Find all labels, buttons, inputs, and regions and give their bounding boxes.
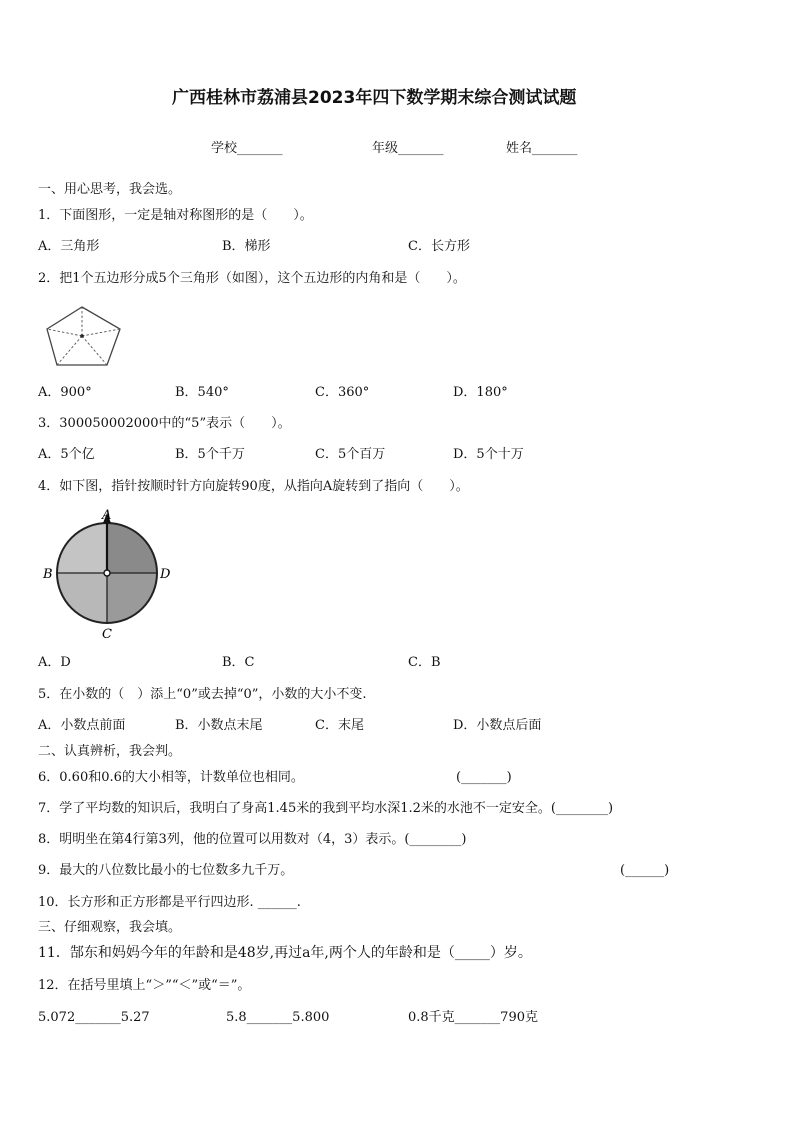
q12-item-1: 5.072_______5.27 [38, 1010, 150, 1025]
grade-field: 年级_______ [372, 141, 444, 156]
page-title: 广西桂林市荔浦县2023年四下数学期末综合测试试题 [172, 88, 577, 108]
q3-option-b: B．5个千万 [175, 447, 245, 462]
q3-option-c: C．5个百万 [315, 447, 386, 462]
q4-option-a: A．D [38, 655, 71, 670]
q5-option-d: D．小数点后面 [453, 718, 542, 733]
question-11-text: 11．郜东和妈妈今年的年龄和是48岁,再过a年,两个人的年龄和是（_____）岁。 [38, 945, 532, 961]
question-8-text: 8．明明坐在第4行第3列，他的位置可以用数对（4，3）表示。(________) [38, 832, 467, 847]
name-field: 姓名_______ [506, 141, 578, 156]
question-5-text: 5．在小数的（ ）添上“0”或去掉“0”，小数的大小不变. [38, 687, 367, 702]
q5-option-c: C．末尾 [315, 718, 364, 733]
q1-option-c: C．长方形 [408, 239, 470, 254]
q12-item-3: 0.8千克_______790克 [408, 1010, 538, 1025]
q4-option-b: B．C [222, 655, 255, 670]
q12-item-2: 5.8_______5.800 [226, 1010, 330, 1025]
question-2-text: 2．把1个五边形分成5个三角形（如图），这个五边形的内角和是（ ）。 [38, 271, 466, 286]
question-9-blank: (______) [620, 863, 670, 878]
section-heading-fill: 三、仔细观察，我会填。 [38, 920, 182, 935]
section-heading-judge: 二、认真辨析，我会判。 [38, 744, 182, 759]
q1-option-b: B．梯形 [222, 239, 271, 254]
compass-label-c: C [102, 627, 112, 642]
compass-label-a: A [102, 508, 112, 523]
question-6-text: 6．0.60和0.6的大小相等，计数单位也相同。 [38, 770, 304, 785]
q2-option-a: A．900° [38, 385, 92, 400]
question-12-text: 12．在括号里填上“＞”“＜”或“＝”。 [38, 978, 251, 993]
question-3-text: 3．300050002000中的“5”表示（ ）。 [38, 416, 291, 431]
question-4-text: 4．如下图，指针按顺时针方向旋转90度，从指向A旋转到了指向（ ）。 [38, 479, 469, 494]
q2-option-d: D．180° [453, 385, 508, 400]
q4-option-c: C．B [408, 655, 441, 670]
pentagon-figure [45, 305, 123, 367]
question-10-text: 10．长方形和正方形都是平行四边形. ______. [38, 895, 301, 910]
question-6-blank: (_______) [456, 770, 512, 785]
q3-option-d: D．5个十万 [453, 447, 524, 462]
q5-option-b: B．小数点末尾 [175, 718, 263, 733]
q3-option-a: A．5个亿 [38, 447, 95, 462]
compass-label-d: D [160, 567, 171, 582]
question-7-text: 7．学了平均数的知识后，我明白了身高1.45米的我到平均水深1.2米的水池不一定安全。(________) [38, 801, 614, 816]
q5-option-a: A．小数点前面 [38, 718, 126, 733]
question-1-text: 1．下面图形，一定是轴对称图形的是（ ）。 [38, 208, 313, 223]
question-9-text: 9．最大的八位数比最小的七位数多九千万。 [38, 863, 294, 878]
q2-option-b: B．540° [175, 385, 229, 400]
school-field: 学校_______ [211, 141, 283, 156]
section-heading-choice: 一、用心思考，我会选。 [38, 182, 182, 197]
q2-option-c: C．360° [315, 385, 370, 400]
compass-dial-figure [40, 505, 180, 640]
q1-option-a: A．三角形 [38, 239, 100, 254]
compass-label-b: B [43, 567, 53, 582]
